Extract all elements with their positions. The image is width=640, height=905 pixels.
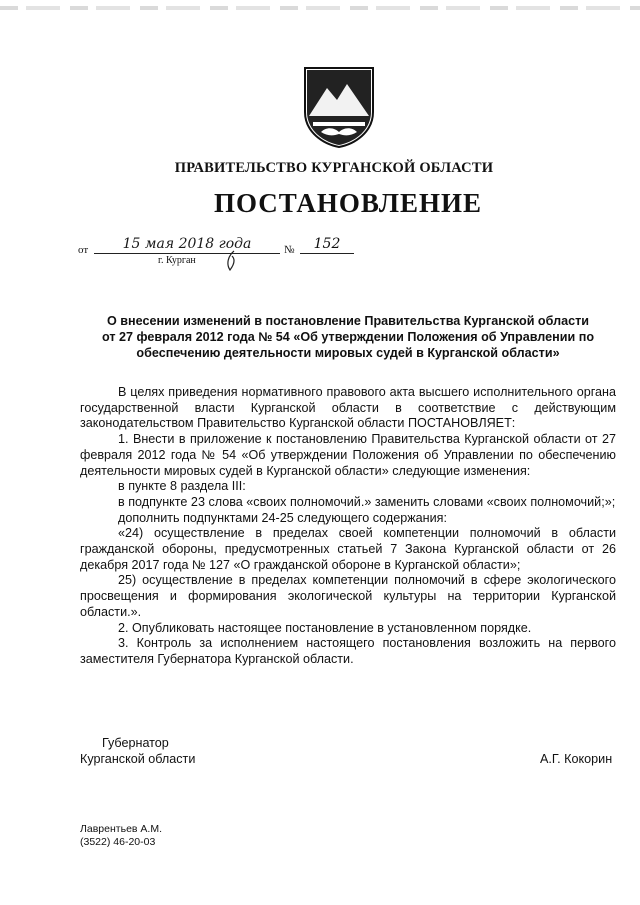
paragraph-subitem-24: «24) осуществление в пределах своей компетенции полномочий в области гражданской обороны, предусмотренных статьей 7 Закона Курганской области от 26 декабря 2017 года № 127 «О гражданской обороне в Курганской области»; [80, 526, 616, 572]
executor-name: Лаврентьев А.М. [80, 823, 162, 835]
signatory-position [80, 735, 195, 767]
date-number-line [78, 236, 368, 272]
position-line: Курганской области [80, 752, 196, 766]
title-line: О внесении изменений в постановление Правительства Курганской области [106, 314, 590, 328]
number-label: № [284, 244, 295, 256]
position-line: Губернатор [102, 736, 169, 750]
paragraph-item-2: 2. Опубликовать настоящее постановление в установленном порядке. [118, 620, 532, 635]
date-label: от [78, 244, 89, 256]
signatory-name: А.Г. Кокорин [540, 752, 613, 766]
handwritten-number: 152 [300, 236, 354, 254]
title-line: от 27 февраля 2012 года № 54 «Об утверждении Положения об Управлении по [101, 330, 595, 344]
signature-stroke-icon [224, 250, 238, 272]
paragraph-item-1: 1. Внести в приложение к постановлению Правительства Курганской области от 27 февраля 2012 года № 54 «Об утверждении Положения об Управлении по обеспечению деятельности мировых судей в Курганской области» следующие изменения: [80, 432, 616, 478]
paragraph-item-3: 3. Контроль за исполнением настоящего постановления возложить на первого заместителя Губернатора Курганской области. [80, 636, 616, 666]
handwritten-date: 15 мая 2018 года [94, 236, 280, 254]
issuing-authority: ПРАВИТЕЛЬСТВО КУРГАНСКОЙ ОБЛАСТИ [174, 160, 494, 176]
paragraph-clause: в пункте 8 раздела III: [118, 479, 246, 494]
document-type: ПОСТАНОВЛЕНИЕ [213, 188, 483, 218]
paragraph-preamble: В целях приведения нормативного правового акта высшего исполнительного органа государственной власти Курганской области в соответствие с действующим законодательством Правительство Курганской области ПОСТАНОВЛЯЕТ: [80, 385, 616, 431]
paragraph-clause: дополнить подпунктами 24-25 следующего содержания: [118, 510, 447, 525]
paragraph-clause: в подпункте 23 слова «своих полномочий.» заменить словами «своих полномочий;»; [118, 494, 616, 509]
paragraph-subitem-25: 25) осуществление в пределах компетенции полномочий в сфере экологического просвещения и формирования экологической культуры на территории Курганской области.». [80, 573, 616, 619]
document-body [80, 385, 616, 668]
scan-artifact-line [0, 6, 640, 10]
coat-of-arms-icon [303, 66, 375, 148]
executor-info [80, 823, 162, 849]
document-title [80, 313, 616, 361]
city-label: г. Курган [158, 255, 196, 266]
executor-phone: (3522) 46-20-03 [80, 836, 156, 848]
title-line: обеспечению деятельности мировых судей в Курганской области» [136, 346, 560, 360]
